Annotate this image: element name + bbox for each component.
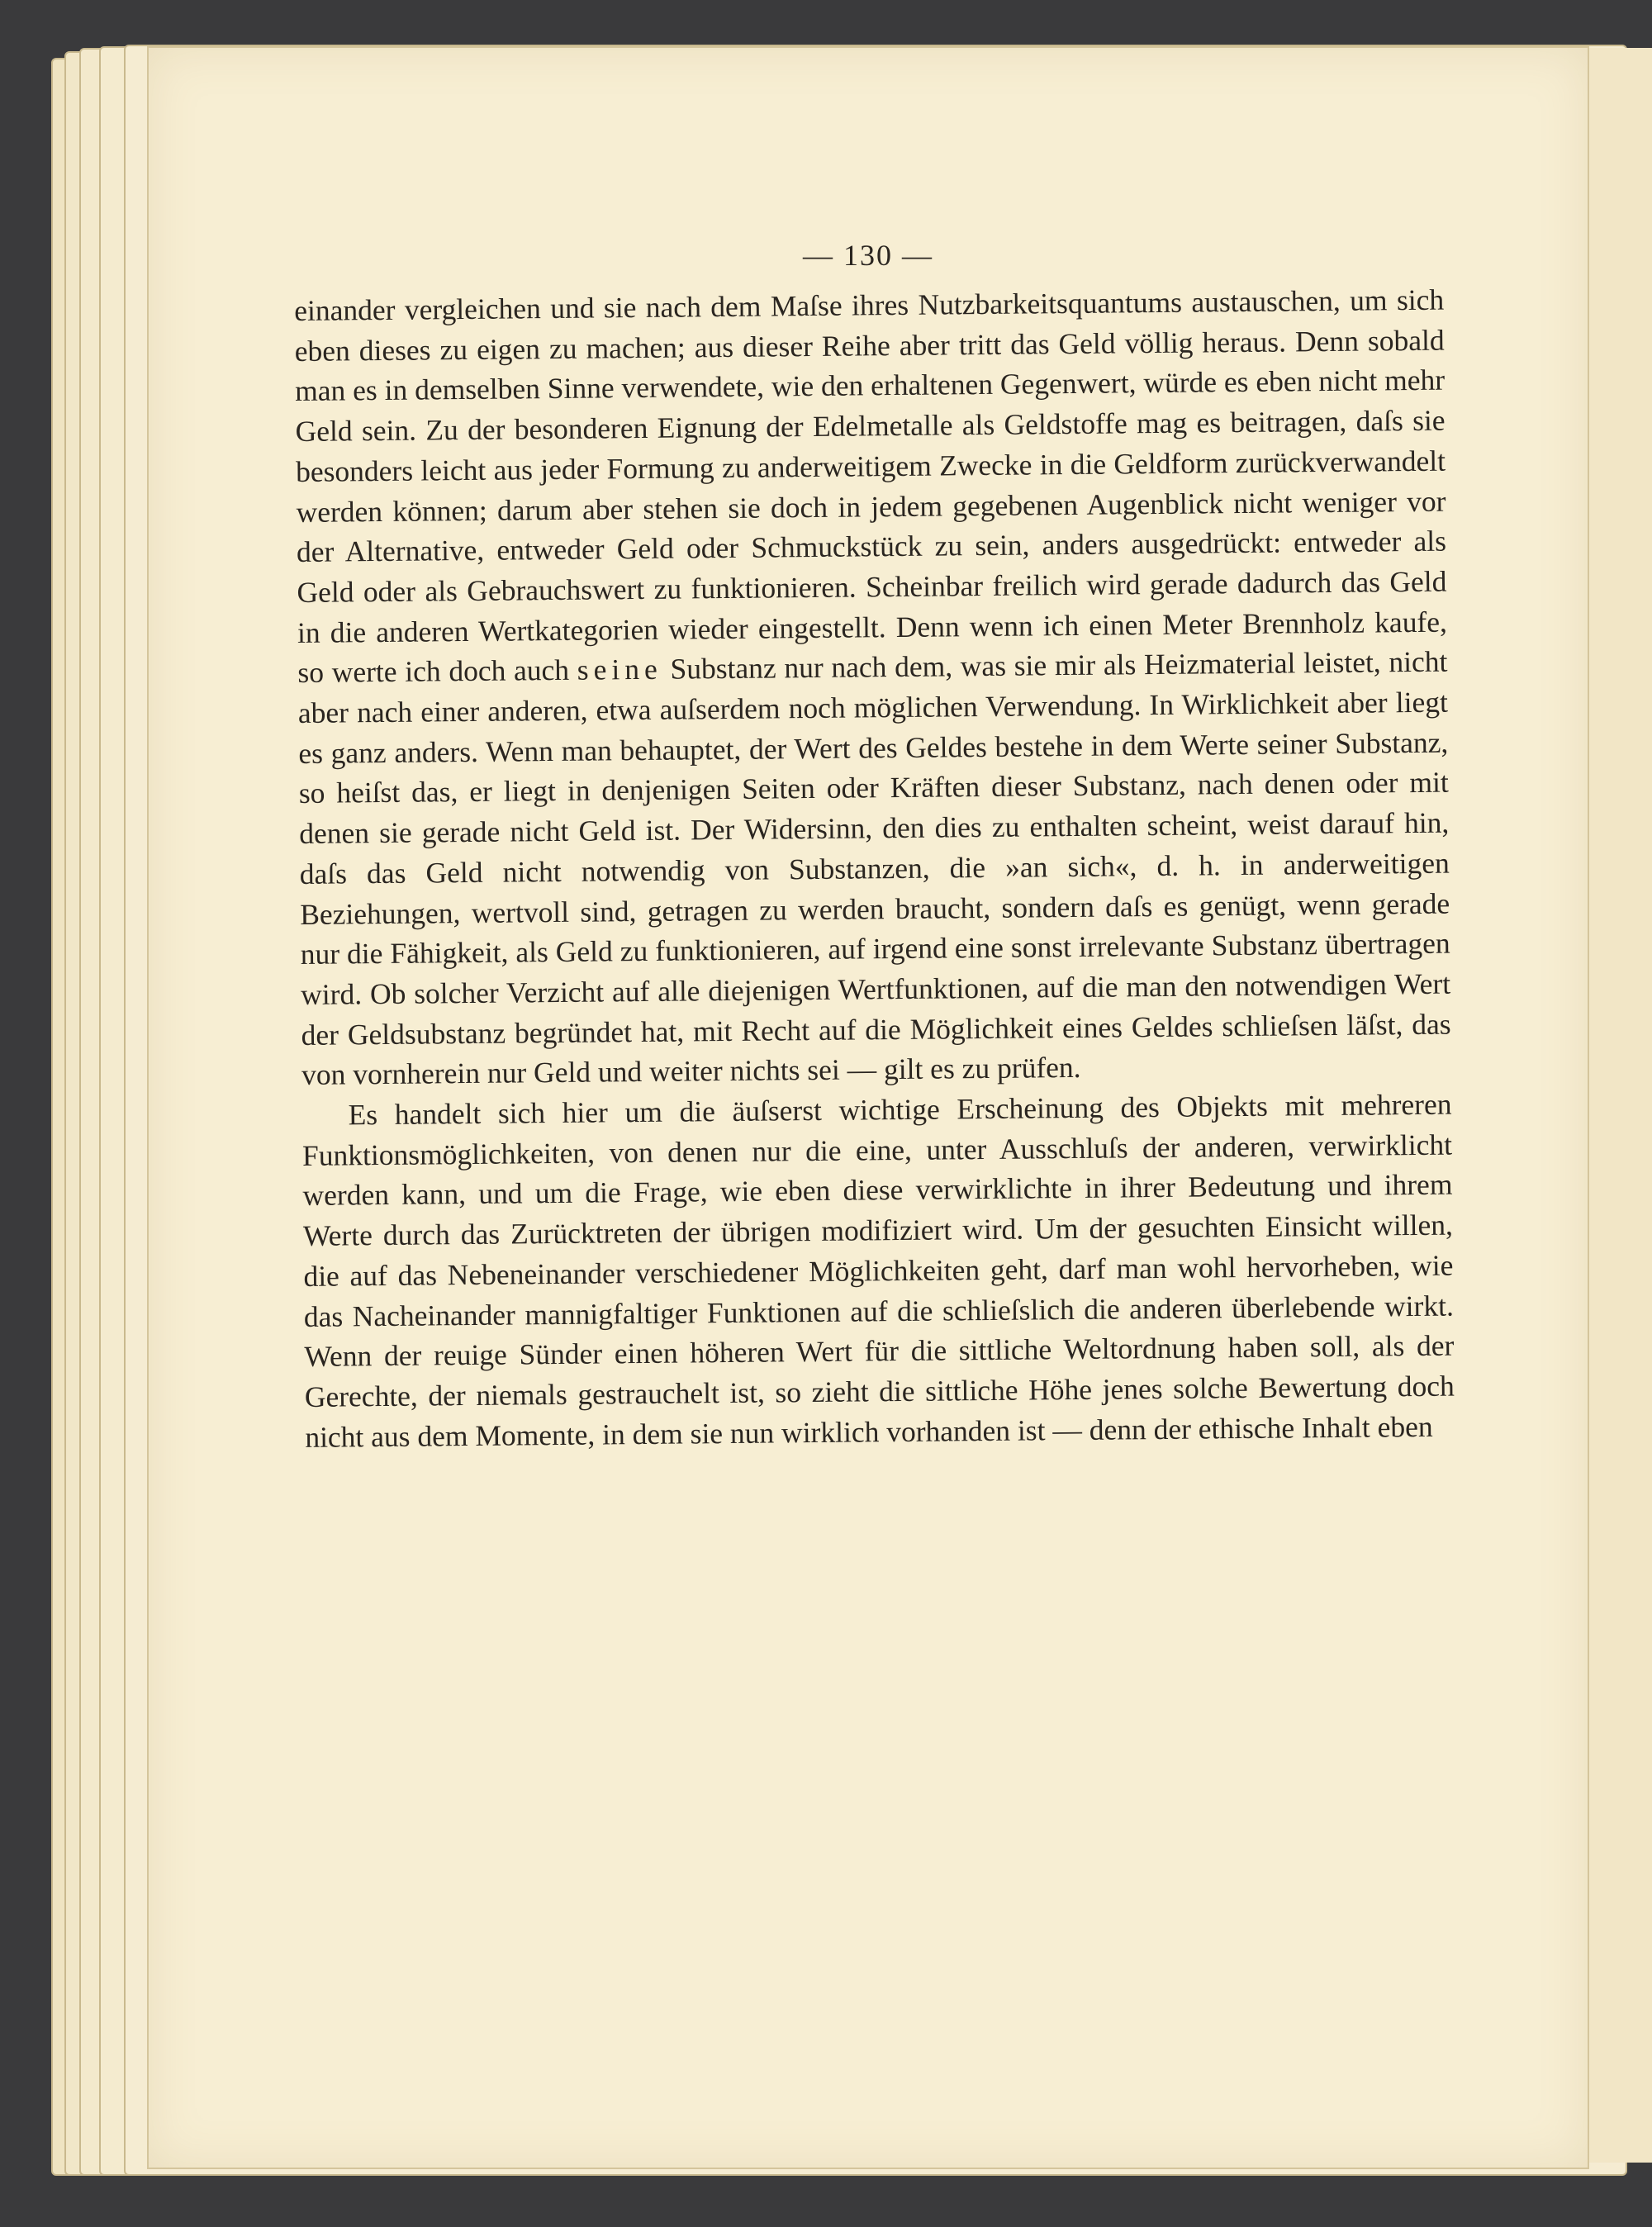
paragraph-text-continued: Substanz nur nach dem, was sie mir als Heizmaterial leistet, nicht aber nach einer anderen, etwa auſserdem noch möglichen Verwendung. In Wirklichkeit aber liegt es ganz anders. Wenn man behauptet, der Wert des Geldes bestehe in dem Werte seiner Substanz, so heiſst das, er liegt in denjenigen Seiten oder Kräften dieser Substanz, nach denen oder mit denen sie gerade nicht Geld ist. Der Widersinn, den dies zu enthalten scheint, weist darauf hin, daſs das Geld nicht notwendig von Substanzen, die »an sich«, d. h. in anderweitigen Beziehungen, wertvoll sind, getragen zu werden braucht, sondern daſs es genügt, wenn gerade nur die Fähigkeit, als Geld zu funktionieren, auf irgend eine sonst irrelevante Substanz übertragen wird. Ob solcher Verzicht auf alle diejenigen Wertfunktionen, auf die man den notwendigen Wert der Geldsubstanz begründet hat, mit Recht auf die Möglichkeit eines Geldes schlieſsen läſst, das von vornherein nur Geld und weiter nichts sei — gilt es zu prüfen. (297, 644, 1451, 1092)
paragraph: Es handelt sich hier um die äuſserst wichtige Erscheinung des Objekts mit mehreren Funktionsmöglichkeiten, von denen nur die eine, unter Ausschluſs der anderen, verwirklicht werden kann, und um die Frage, wie eben diese verwirklichte in ihrer Bedeutung und ihrem Werte durch das Zurücktreten der übrigen modifiziert wird. Um der gesuchten Einsicht willen, die auf das Nebeneinander verschiedener Möglichkeiten geht, darf man wohl hervorheben, wie das Nacheinander mannigfaltiger Funktionen auf die schlieſslich die anderen überlebende wirkt. Wenn der reuige Sünder einen höheren Wert für die sittliche Weltordnung haben soll, als der Gerechte, der niemals gestrauchelt ist, so zieht die sittliche Höhe jenes solche Bewertung doch nicht aus dem Momente, in dem sie nun wirklich vorhanden ist — denn der ethische Inhalt eben (301, 1087, 1455, 1454)
paragraph-text: einander vergleichen und sie nach dem Maſse ihres Nutzbarkeitsquantums austauschen, um sich eben dieses zu eigen zu machen; aus dieser Reihe aber tritt das Geld völlig heraus. Denn sobald man es in demselben Sinne verwendete, wie den erhaltenen Gegenwert, würde es eben nicht mehr Geld sein. Zu der besonderen Eignung der Edelmetalle als Geldstoffe mag es beitragen, daſs sie besonders leicht aus jeder Formung zu anderweitigem Zwecke in die Geldform zurückverwandelt werden können; darum aber stehen sie doch in jedem gegebenen Augenblick nicht weniger vor der Alternative, entweder Geld oder Schmuckstück zu sein, anders ausgedrückt: entweder als Geld oder als Gebrauchswert zu funktionieren. Scheinbar freilich wird gerade dadurch das Geld in die anderen Wertkategorien wieder eingestellt. Denn wenn ich einen Meter Brennholz kaufe, so werte ich doch auch (294, 283, 1448, 690)
page-number: — 130 — (803, 239, 933, 272)
paragraph (294, 280, 1451, 1095)
facing-page-edge (1584, 48, 1652, 2163)
emphasized-word: seine (577, 653, 662, 687)
page-text (294, 280, 1455, 1458)
